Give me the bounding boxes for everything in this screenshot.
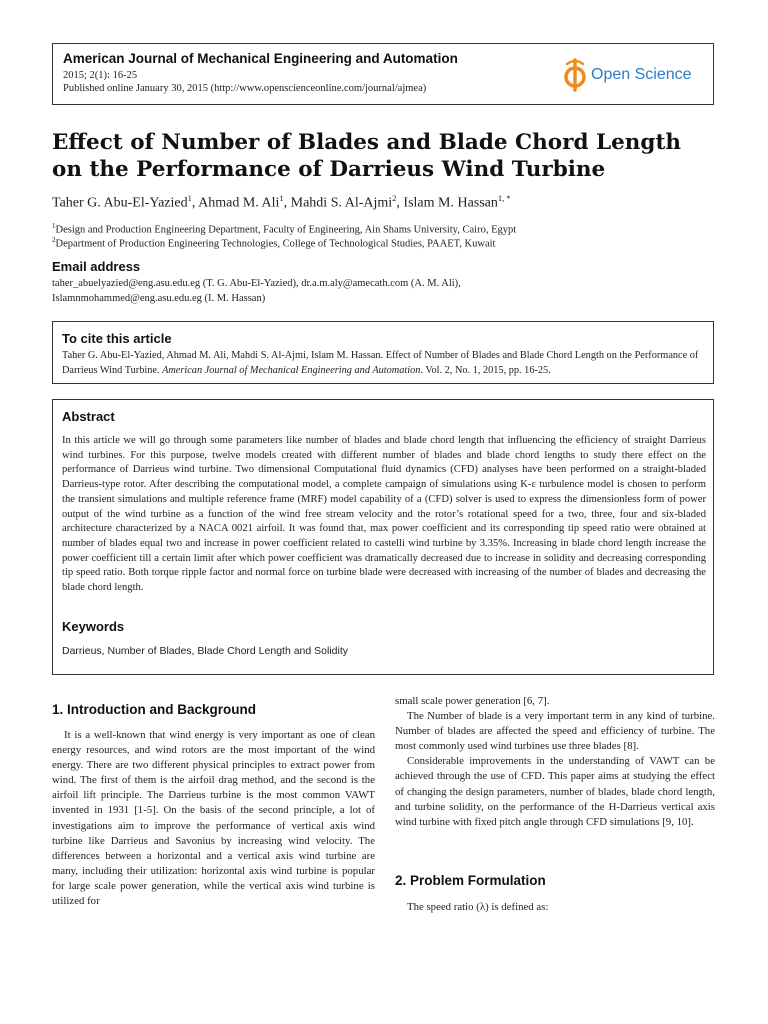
author-name: Taher G. Abu-El-Yazied (52, 195, 188, 211)
keywords-heading: Keywords (62, 619, 125, 634)
cite-box (52, 321, 714, 384)
cite-journal: American Journal of Mechanical Engineering and Automation (162, 365, 421, 376)
volume-line: 2015; 2(1): 16-25 (63, 70, 138, 81)
author-list (52, 193, 511, 212)
email-line-1[interactable]: taher_abuelyazied@eng.asu.edu.eg (T. G. Abu-El-Yazied), dr.a.m.aly@amecath.com (A. M. Ali), (52, 278, 461, 289)
problem-heading: 2. Problem Formulation (395, 873, 546, 888)
author-sup: 1, * (497, 193, 511, 203)
journal-header (52, 43, 714, 105)
title-line-1: Effect of Number of Blades and Blade Chord Length (52, 130, 682, 155)
right-column (395, 694, 715, 830)
cite-text-a: Taher G. Abu-El-Yazied, Ahmad M. Ali, Mahdi S. Al-Ajmi, Islam M. Hassan. Effect of Number of Blades and Blade Chord Length on the Performance of Darrieus Wind Turbine. (62, 350, 699, 376)
intro-paragraph-2: The Number of blade is a very important term in any kind of turbine. Number of blades are affected the speed and efficiency of turbine. The most commonly used wind turbines use three blades [8]. (395, 710, 715, 753)
author-sep: , (191, 195, 199, 211)
author-sup: 1 (187, 193, 192, 203)
abstract-box (52, 399, 714, 675)
author-sup: 1 (279, 193, 284, 203)
abstract-heading: Abstract (62, 409, 115, 424)
affiliation-1 (52, 222, 516, 236)
affiliation-sup: 2 (52, 236, 56, 244)
author-name: Mahdi S. Al-Ajmi (290, 195, 393, 211)
author-sep: , (283, 195, 291, 211)
journal-name: American Journal of Mechanical Engineering and Automation (63, 51, 458, 66)
problem-paragraph-1: The speed ratio (λ) is defined as: (407, 901, 549, 913)
email-line-2[interactable]: Islamnmohammed@eng.asu.edu.eg (I. M. Hassan) (52, 293, 266, 304)
author-sep: , (396, 195, 404, 211)
journal-meta (63, 69, 426, 95)
affiliation-sup: 1 (52, 222, 56, 230)
cite-text (62, 348, 706, 378)
affiliation-text: Design and Production Engineering Department, Faculty of Engineering, Ain Shams University, Cairo, Egypt (55, 224, 517, 236)
intro-paragraph-continued: small scale power generation [6, 7]. (395, 695, 550, 707)
publisher-name: Open Science (591, 66, 692, 83)
publisher-logo (561, 58, 701, 92)
open-science-logo-icon (561, 58, 589, 92)
affiliation-text: Department of Production Engineering Technologies, College of Technological Studies, PAAET, Kuwait (55, 238, 496, 250)
intro-heading: 1. Introduction and Background (52, 702, 257, 717)
published-line: Published online January 30, 2015 (http://www.openscienceonline.com/journal/ajmea) (63, 83, 427, 94)
cite-text-b: . Vol. 2, No. 1, 2015, pp. 16-25. (420, 365, 551, 376)
email-heading: Email address (52, 259, 141, 274)
problem-text (395, 900, 715, 915)
cite-heading: To cite this article (62, 331, 172, 346)
paper-title (52, 129, 732, 183)
author-name: Ahmad M. Ali (198, 195, 280, 211)
author-name: Islam M. Hassan (403, 195, 498, 211)
intro-paragraph-1: It is a well-known that wind energy is very important as one of clean energy resources, and wind rotors are the most important of the wind energy. There are two different physical principles to extract power from wind. The first of them is the airfoil drag method, and the second is the airfoil lift principle. The Darrieus turbine is the most common VAWT invented in 1931 [1-5]. On the basis of the second principle, a lot of investigations aim to improve the performance of vertical axis wind turbine like Darrieus and Savonius by increasing wind velocity. The differences between a horizontal and a vertical axis wind turbine are many, including their utilization: horizontal axis wind turbine is popular for large scale power generation, while the vertical axis wind turbine is utilized for (52, 729, 375, 908)
author-sup: 2 (392, 193, 397, 203)
title-line-2: on the Performance of Darrieus Wind Turbine (52, 157, 606, 182)
affiliation-2 (52, 236, 495, 250)
intro-paragraph-3: Considerable improvements in the understanding of VAWT can be achieved through the use of CFD. This paper aims at studying the effect of changing the design parameters, number of blades, blade chord length, and turbine solidity, on the performance of the H-Darrieus vertical axis wind turbine with fixed pitch angle through CFD simulations [9, 10]. (395, 755, 715, 828)
left-column (52, 728, 375, 909)
abstract-text: In this article we will go through some parameters like number of blades and blade chord length that influencing the efficiency of straight Darrieus wind turbines. For this purpose, twelve models created with different number of blades and blade chord lengths to study there effect on the performance of Darrieus wind turbine. Two dimensional Computational fluid dynamics (CFD) analyses have been performed on a straight-bladed Darrieus-type rotor. After describing the computational model, a complete campaign of simulations using K-ε turbulence model is chosen to perform the transient simulations and multiple reference frame (MRF) model capability of a (CFD) solver is used to express the dimensionless form of power output of the wind turbine as a function of the wind free stream velocity and the rotor’s rotational speed for a two, three, four and six-bladed architecture characterized by a NACA 0021 airfoil. It was found that, max power coefficient and its corresponding tip speed ratio were obtained at number of blades equal two and increase in power coefficient related to castelli wind turbine by 3.35%. Increasing in blade chord length increase the power coefficient till a certain limit after which power coefficient was dramatically decreased due to increase in solidity and decreasing corresponding tip speed ratio. Both torque ripple factor and normal force on turbine blade were decreased with increasing of the number of blades and decreasing the blade chord length. (62, 435, 706, 594)
keywords-text: Darrieus, Number of Blades, Blade Chord Length and Solidity (62, 645, 348, 657)
